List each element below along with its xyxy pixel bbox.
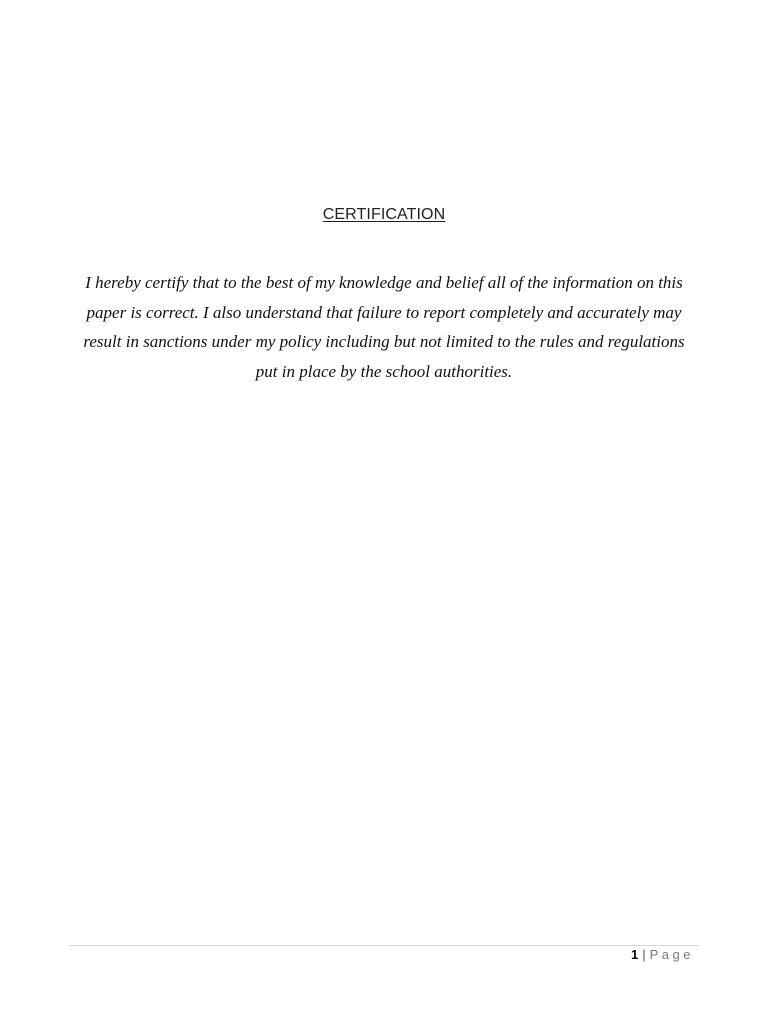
page-number: 1 [631,947,639,962]
footer-separator: | [642,947,646,962]
page-footer [631,947,694,962]
footer-divider [68,945,700,946]
page-label: Page [649,947,694,962]
certification-statement: I hereby certify that to the best of my knowledge and belief all of the information on this paper is correct. I also understand that failure to report completely and accurately may result in sanctions under my policy including but not limited to the rules and regulations put in place by the school authorities. [83,273,685,381]
page-title: CERTIFICATION [322,206,446,223]
